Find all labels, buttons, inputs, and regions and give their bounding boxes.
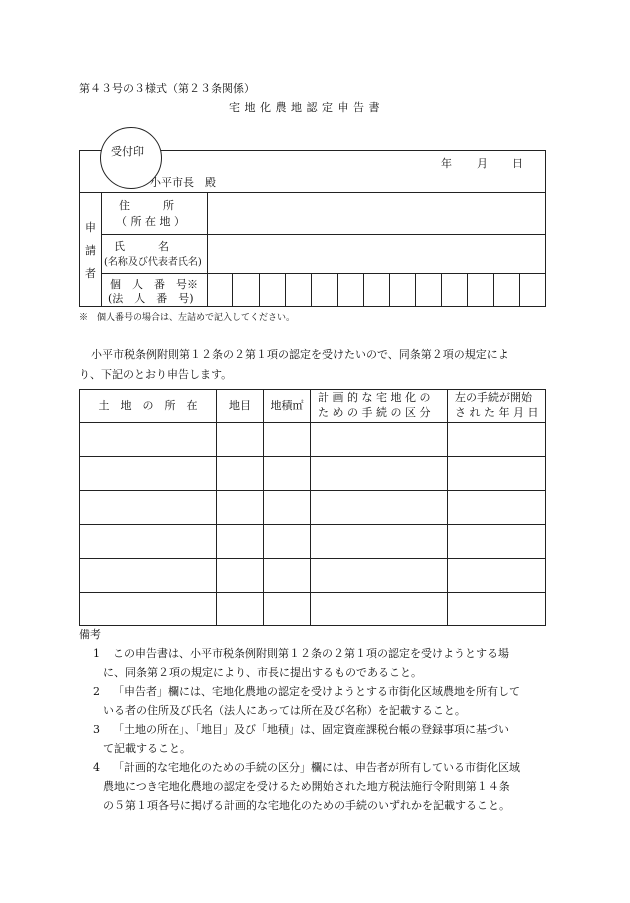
date-month-label: 月 [477,157,488,170]
address-label: 住 所 [119,199,174,212]
statement-line-2: り、下記のとおり申告します。 [79,368,233,381]
note-4-line-1: 「計画的な宅地化のための手続の区分」欄には、申告者が所有している市街化区域 [113,761,520,774]
side-label-1: 申 [85,221,96,234]
note-2-line-2: いる者の住所及び氏名（法人にあっては所在及び名称）を記載すること。 [103,704,466,717]
addressee: 小平市長 殿 [150,176,216,189]
notes-heading: 備考 [79,628,101,641]
address-label-sub: （ 所 在 地 ） [116,215,185,228]
note-1-line-2: に、同条第２項の規定により、市長に提出するものであること。 [103,666,422,679]
note-1-line-1: この申告書は、小平市税条例附則第１２条の２第１項の認定を受けようとする場 [113,647,509,660]
date-day-label: 日 [512,157,523,170]
header-plan-line-1: 計 画 的 な 宅 地 化 の [318,391,431,404]
note-2-line-1: 「申告者」欄には、宅地化農地の認定を受けようとする市街化区域農地を所有して [113,685,520,698]
header-area: 地積㎡ [270,399,304,412]
header-date-line-2: さ れ た 年 月 日 [455,406,539,419]
side-label-2: 請 [85,244,96,257]
note-4-line-3: の５第１項各号に掲げる計画的な宅地化のための手続のいずれかを記載すること。 [103,799,510,812]
note-3-number: 3 [93,723,100,736]
statement-line-1: 小平市税条例附則第１２条の２第１項の認定を受けたいので、同条第２項の規定によ [91,348,509,361]
individual-number-label: 個 人 番 号※ [110,278,198,291]
header-category: 地目 [229,399,251,412]
name-label: 氏 名 [114,240,169,253]
stamp-label: 受付印 [111,145,144,158]
header-location: 土 地 の 所 在 [98,399,198,412]
page-title: 宅 地 化 農 地 認 定 申 告 書 [229,101,380,114]
name-label-sub: (名称及び代表者氏名) [104,257,202,268]
date-year-label: 年 [441,157,452,170]
note-2-number: 2 [93,685,100,698]
footnote: ※ 個人番号の場合は、左詰めで記入してください。 [79,313,296,323]
corporate-number-label: (法 人 番 号) [108,292,194,305]
note-3-line-1: 「土地の所在」、「地目」及び「地積」は、固定資産課税台帳の登録事項に基づい [113,723,509,736]
note-4-number: 4 [93,761,100,774]
header-plan-line-2: た め の 手 続 の 区 分 [318,406,431,419]
note-1-number: 1 [93,647,100,660]
side-label-3: 者 [85,267,96,280]
form-number: 第４３号の３様式（第２３条関係） [79,82,255,95]
note-3-line-2: て記載すること。 [103,742,191,755]
note-4-line-2: 農地につき宅地化農地の認定を受けるため開始された地方税法施行令附則第１４条 [103,780,510,793]
header-date-line-1: 左の手続が開始 [455,391,532,404]
